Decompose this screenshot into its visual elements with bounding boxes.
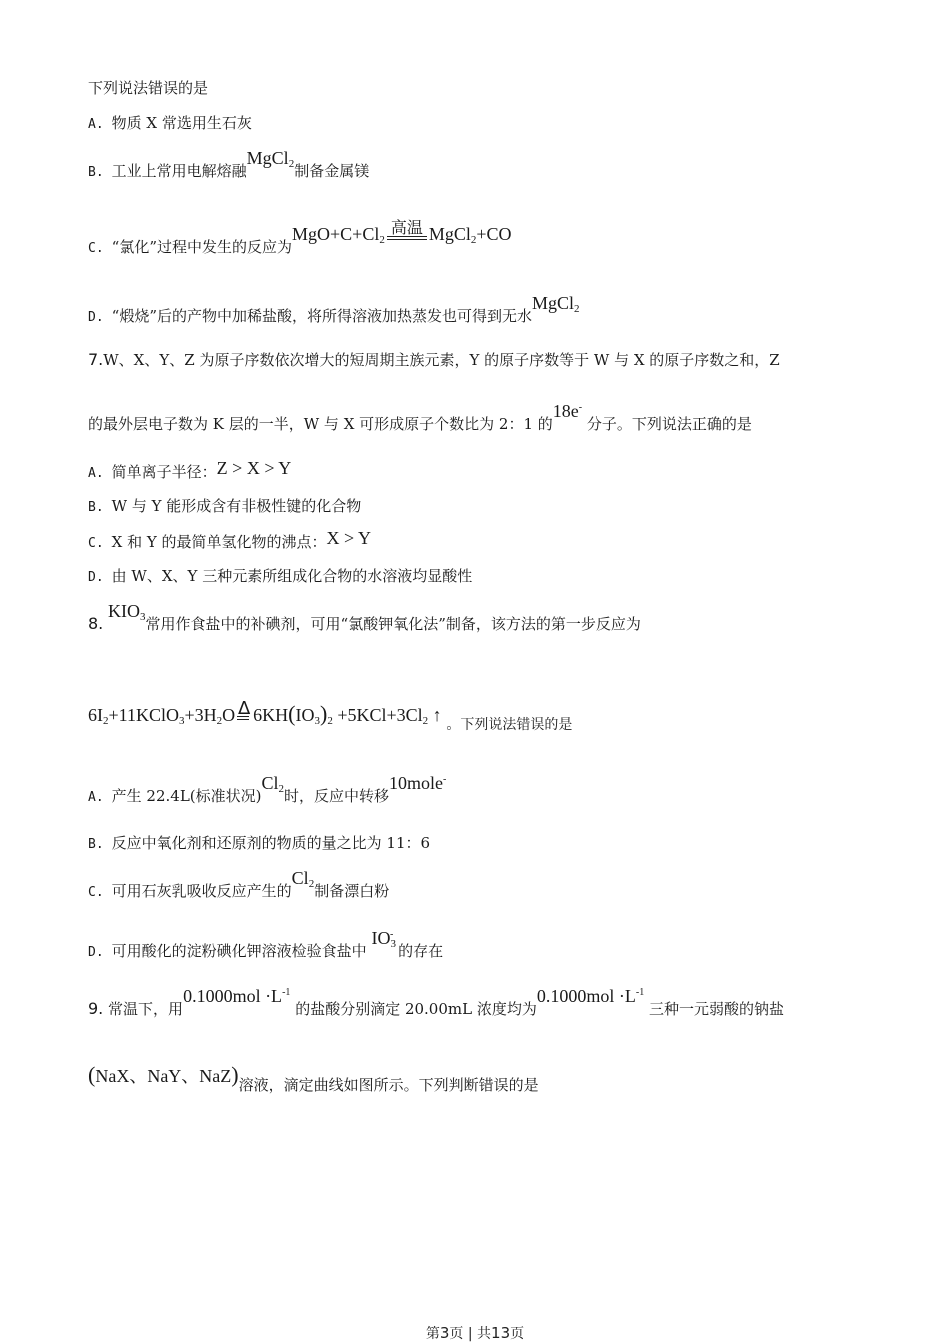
formula-mgcl2: MgCl$_2$	[532, 293, 580, 315]
q6-option-d: D. “煅烧”后的产物中加稀盐酸，将所得溶液加热蒸发也可得到无水MgCl$_2$	[88, 293, 580, 325]
current-page: 3	[439, 1324, 450, 1342]
reaction-condition: 高温	[387, 220, 427, 247]
reaction-equation: $MgO+C+Cl_2$ 高温 MgCl$_2$+CO	[292, 218, 512, 246]
formula-18e: 18e-	[552, 401, 583, 421]
question-number: 7.	[88, 350, 104, 369]
question-number: 9.	[88, 999, 104, 1018]
q7-option-b: B. W 与 Y 能形成含有非极性键的化合物	[88, 497, 362, 515]
option-label: C.	[88, 241, 104, 256]
electron-amount: 10mole-	[389, 773, 447, 793]
option-label: A.	[88, 466, 104, 481]
q9-stem-line2: (NaX、NaY、NaZ)溶液，滴定曲线如图所示。下列判断错误的是	[88, 1062, 539, 1094]
formula-kio3: $KIO_3$	[108, 601, 146, 623]
reaction-equation: $6I_2+11KClO_3+3H_2O$ Δ $6KH(IO_3)_2 +5KCl+3Cl_2$ ↑	[88, 698, 442, 727]
concentration: $0.1000mol \cdot L^{-1}$	[536, 986, 645, 1006]
q6-option-c: C. “氯化”过程中发生的反应为$MgO+C+Cl_2$ 高温 MgCl$_2$+CO	[88, 218, 512, 256]
q8-equation-line: $6I_2+11KClO_3+3H_2O$ Δ $6KH(IO_3)_2 +5KCl+3Cl_2$ ↑ 。下列说法错误的是	[88, 698, 573, 733]
formula-io3-ion: $IO_3^-$	[371, 928, 396, 950]
option-label: B.	[88, 165, 104, 180]
q7-option-c: C. X 和 Y 的最简单氢化物的沸点：X > Y	[88, 528, 372, 551]
option-label: B.	[88, 500, 104, 515]
q7-stem-line1: 7.W、X、Y、Z 为原子序数依次增大的短周期主族元素，Y 的原子序数等于 W 与 X 的原子序数之和，Z	[88, 350, 780, 369]
formula-cl2: $Cl_2$	[261, 773, 285, 795]
salt-list: (NaX、NaY、NaZ)	[88, 1062, 239, 1087]
page-footer: 第3页 | 共13页	[425, 1324, 525, 1342]
q8-option-d: D. 可用酸化的淀粉碘化钾溶液检验食盐中 $IO_3^-$ 的存在	[88, 928, 444, 960]
question-number: 8.	[88, 614, 104, 633]
q6-stem: 下列说法错误的是	[88, 79, 209, 97]
option-label: B.	[88, 837, 104, 852]
option-label: D.	[88, 570, 104, 585]
formula-mgcl2: MgCl$_2$	[246, 148, 295, 170]
q7-option-a: A. 简单离子半径：Z > X > Y	[88, 458, 292, 481]
concentration: $0.1000mol \cdot L^{-1}$	[183, 986, 291, 1006]
q7-option-d: D. 由 W、X、Y 三种元素所组成化合物的水溶液均显酸性	[88, 567, 473, 585]
q8-stem-line1: 8. $KIO_3$常用作食盐中的补碘剂，可用“氯酸钾氧化法”制备，该方法的第一步反应为	[88, 601, 641, 633]
option-label: D.	[88, 310, 104, 325]
option-label: C.	[88, 536, 104, 551]
q6-option-b: B. 工业上常用电解熔融MgCl$_2$制备金属镁	[88, 148, 370, 180]
option-label: A.	[88, 790, 104, 805]
inequality: X > Y	[326, 528, 372, 548]
q8-option-a: A. 产生 22.4L(标准状况)$Cl_2$时，反应中转移10mole-	[88, 773, 447, 805]
option-label: A.	[88, 117, 104, 132]
q6-option-a: A. 物质 X 常选用生石灰	[88, 114, 252, 132]
q8-option-b: B. 反应中氧化剂和还原剂的物质的量之比为 11：6	[88, 834, 431, 852]
formula-cl2: $Cl_2$	[291, 868, 315, 890]
q8-option-c: C. 可用石灰乳吸收反应产生的$Cl_2$制备漂白粉	[88, 868, 390, 900]
q9-stem-line1: 9. 常温下，用$0.1000mol \cdot L^{-1}$ 的盐酸分别滴定 20.00mL 浓度均为$0.1000mol \cdot L^{-1}$ 三种一元弱酸的钠盐	[88, 986, 784, 1018]
inequality: Z > X > Y	[216, 458, 292, 478]
heat-condition: Δ	[237, 698, 251, 719]
option-label: C.	[88, 885, 104, 900]
q7-stem-line2: 的最外层电子数为 K 层的一半，W 与 X 可形成原子个数比为 2：1 的18e- 分子。下列说法正确的是	[88, 401, 752, 433]
option-label: D.	[88, 945, 104, 960]
total-pages: 13	[491, 1324, 511, 1342]
